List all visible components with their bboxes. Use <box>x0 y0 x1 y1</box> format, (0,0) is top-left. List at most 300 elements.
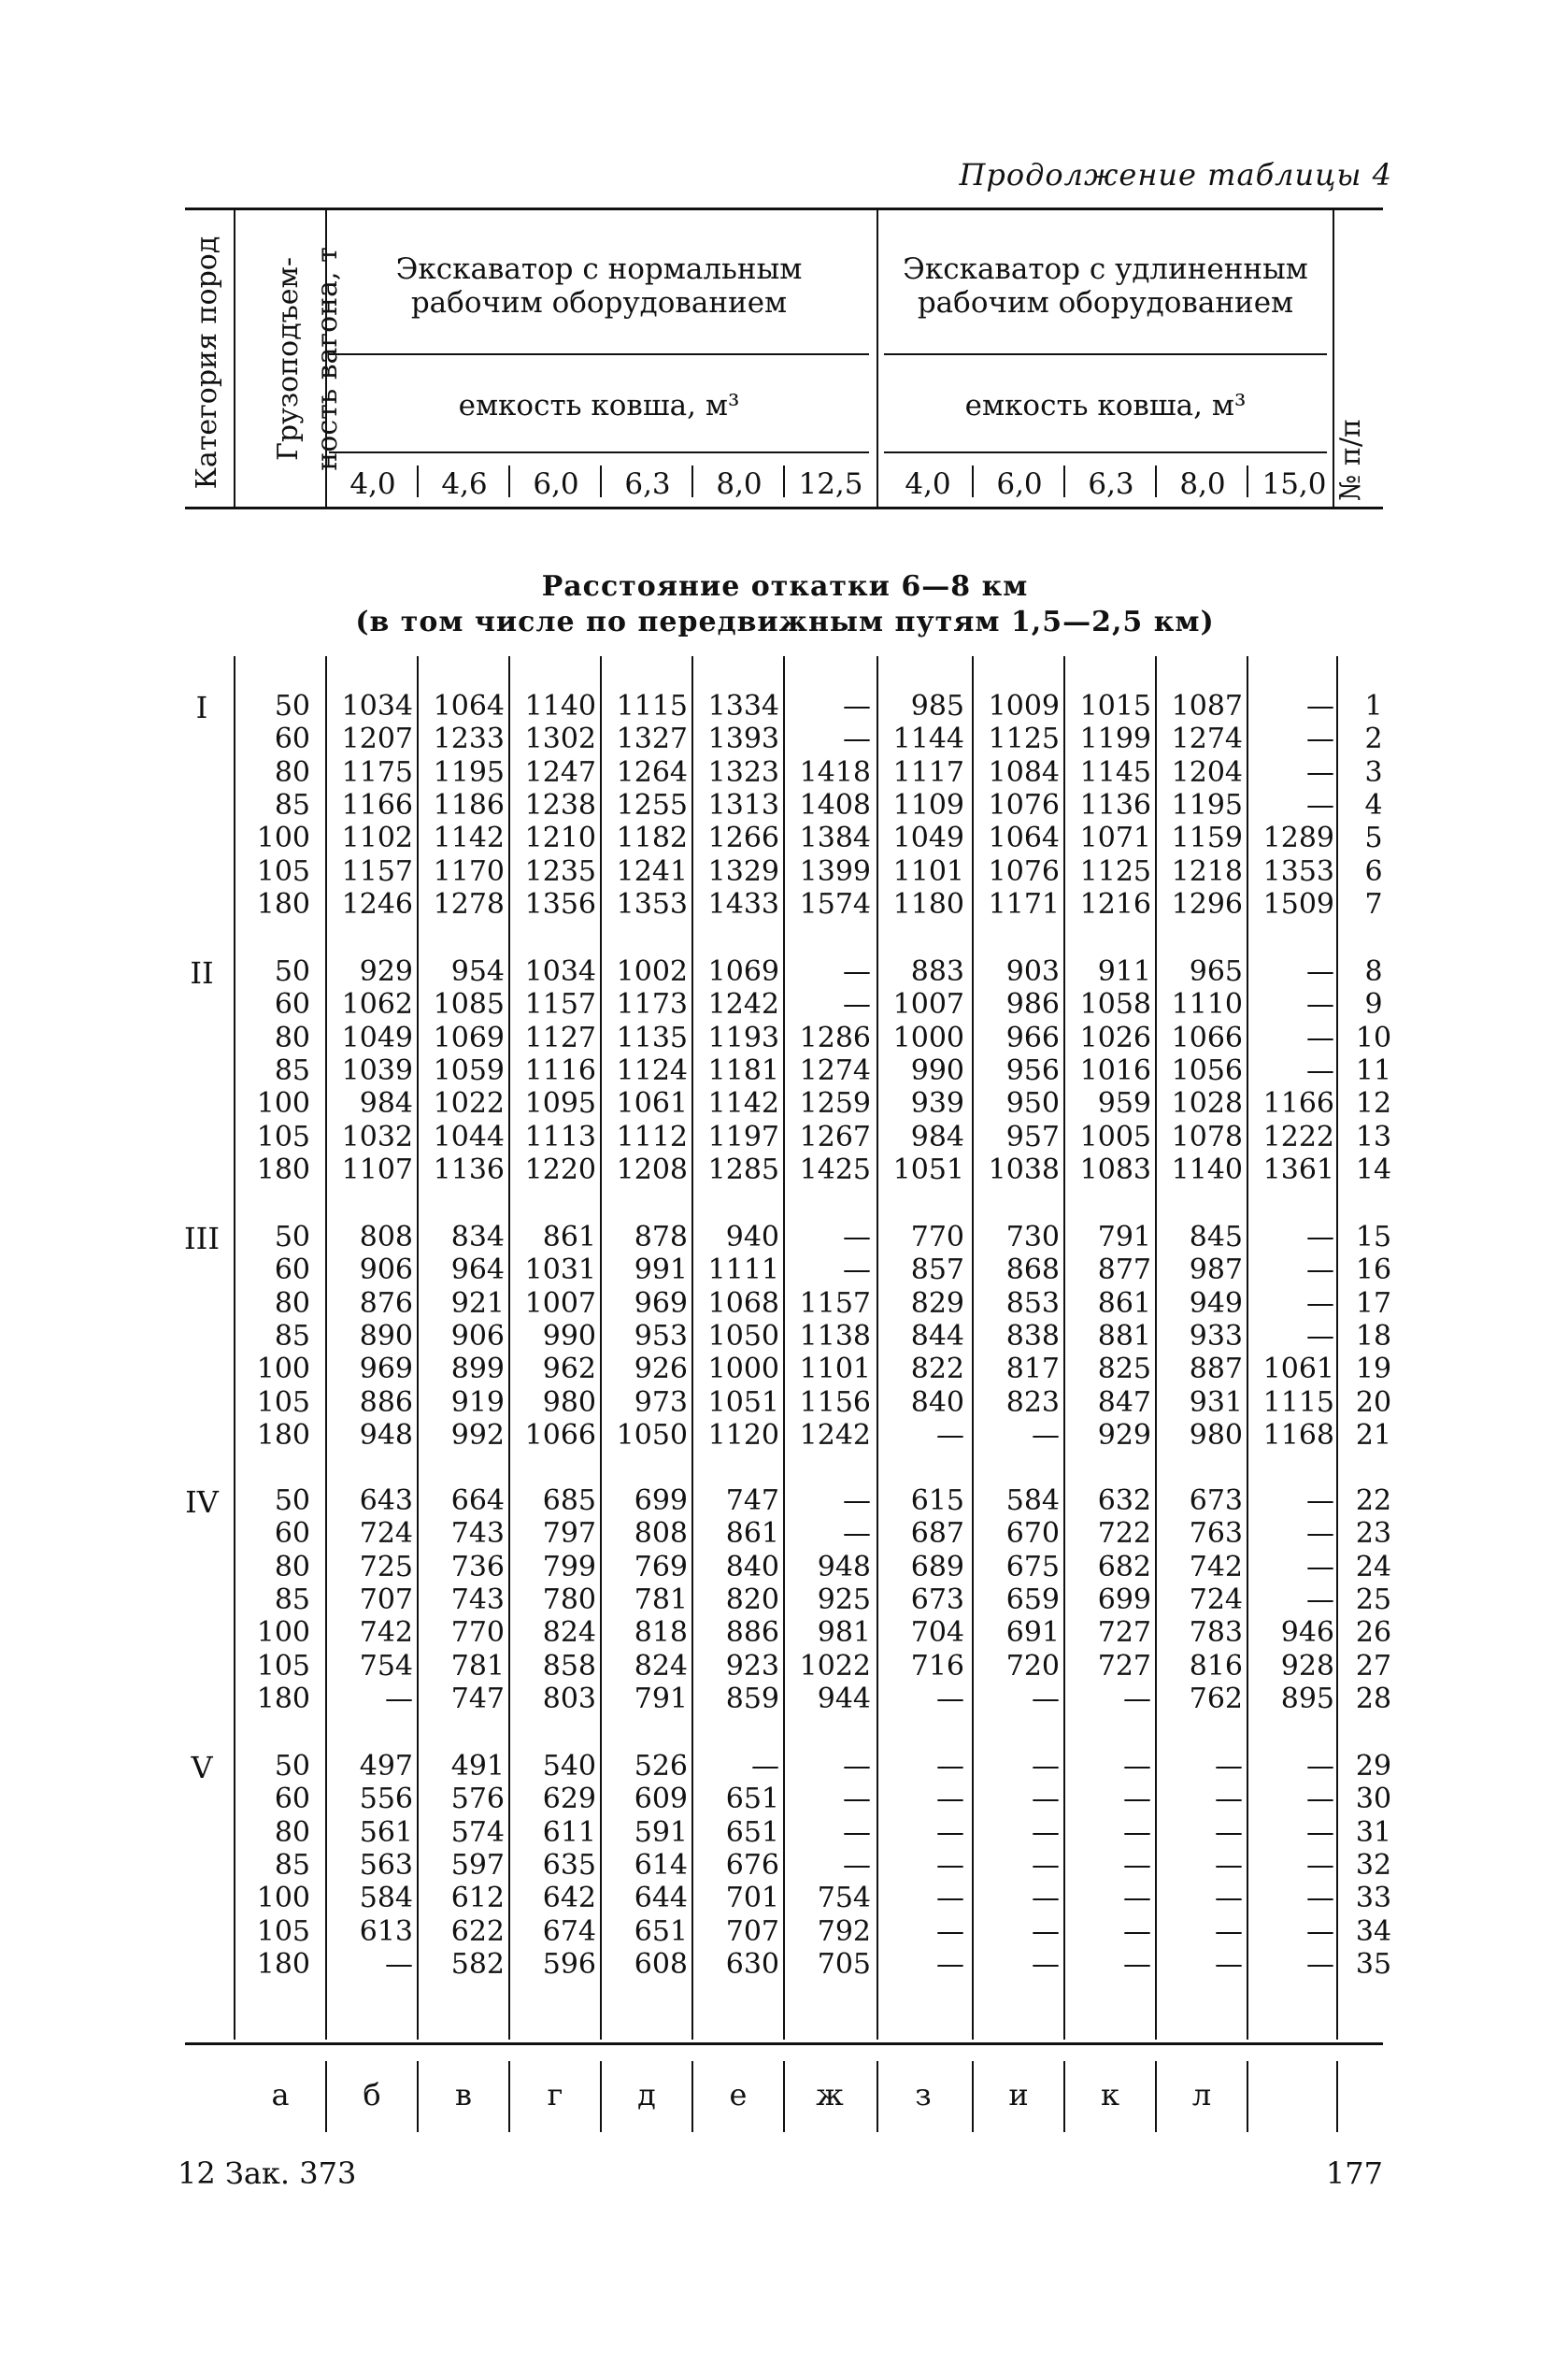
table-cell: — <box>1306 1750 1334 1783</box>
table-cell: 1166 <box>1262 1087 1334 1121</box>
table-cell: — <box>1215 1783 1243 1816</box>
table-cell: 1135 <box>616 1021 688 1054</box>
table-cell: 747 <box>450 1682 505 1715</box>
table-cell: 584 <box>1005 1484 1060 1517</box>
table-cell: 1157 <box>799 1286 871 1320</box>
wagon-capacity: 50 <box>274 955 310 988</box>
table-cell: 674 <box>542 1914 596 1948</box>
table-cell: 859 <box>725 1682 779 1715</box>
table-cell: — <box>843 1253 871 1287</box>
row-number: 32 <box>1355 1848 1392 1882</box>
table-cell: 946 <box>1280 1616 1334 1650</box>
table-cell: — <box>936 1682 964 1715</box>
wagon-capacity: 180 <box>256 887 310 921</box>
letter-separator <box>691 2061 693 2132</box>
column-letter: б <box>363 2077 381 2112</box>
row-number-header: № п/п <box>1334 418 1367 502</box>
header-bottom-rule <box>185 507 1383 509</box>
table-cell: 1334 <box>707 690 779 723</box>
row-number: 17 <box>1355 1286 1392 1320</box>
rock-category: II <box>190 955 214 991</box>
table-cell: 1329 <box>707 854 779 888</box>
table-cell: 1156 <box>799 1385 871 1419</box>
row-number: 31 <box>1355 1815 1392 1849</box>
table-cell: 1061 <box>616 1087 688 1121</box>
wagon-capacity: 105 <box>256 1120 310 1153</box>
table-cell: 1170 <box>433 854 505 888</box>
table-cell: 1274 <box>1171 723 1243 756</box>
table-cell: 682 <box>1097 1550 1151 1583</box>
wagon-capacity: 180 <box>256 1418 310 1452</box>
table-cell: 1247 <box>524 755 596 789</box>
table-cell: 770 <box>450 1616 505 1650</box>
table-cell: 1142 <box>433 822 505 855</box>
table-cell: 1044 <box>433 1120 505 1153</box>
table-cell: — <box>843 723 871 756</box>
table-cell: 691 <box>1005 1616 1060 1650</box>
column-letter: ж <box>816 2077 844 2112</box>
bucket-separator <box>1063 465 1065 497</box>
table-cell: 780 <box>542 1582 596 1616</box>
table-cell: 1574 <box>799 887 871 921</box>
table-cell: 1353 <box>1262 854 1334 888</box>
table-cell: — <box>936 1750 964 1783</box>
table-cell: 1197 <box>707 1120 779 1153</box>
row-number: 21 <box>1355 1418 1392 1452</box>
wagon-capacity: 60 <box>274 723 310 756</box>
table-cell: 1076 <box>988 854 1060 888</box>
table-cell: 1242 <box>707 988 779 1022</box>
table-cell: 1031 <box>524 1253 596 1287</box>
header-top-rule <box>185 208 1383 210</box>
table-cell: — <box>1306 788 1334 822</box>
table-cell: 906 <box>359 1253 413 1287</box>
table-cell: — <box>1306 1947 1334 1981</box>
table-cell: 730 <box>1005 1221 1060 1253</box>
table-cell: 791 <box>1097 1221 1151 1253</box>
table-cell: — <box>1123 1783 1151 1816</box>
table-cell: 944 <box>817 1682 871 1715</box>
table-cell: 1066 <box>524 1418 596 1452</box>
table-cell: 1216 <box>1079 887 1151 921</box>
table-cell: 954 <box>450 955 505 988</box>
table-cell: 926 <box>634 1353 688 1386</box>
letter-separator <box>417 2061 419 2132</box>
table-cell: 844 <box>910 1319 964 1353</box>
wagon-capacity: 80 <box>274 1815 310 1849</box>
wagon-capacity: 85 <box>274 1582 310 1616</box>
bucket-separator <box>417 465 419 497</box>
table-cell: 876 <box>359 1286 413 1320</box>
table-cell: — <box>843 1783 871 1816</box>
table-cell: — <box>1215 1848 1243 1882</box>
table-cell: — <box>843 1484 871 1517</box>
table-cell: — <box>1306 1221 1334 1253</box>
table-cell: 781 <box>634 1582 688 1616</box>
letter-separator <box>877 2061 878 2132</box>
row-number: 28 <box>1355 1682 1392 1715</box>
table-cell: 540 <box>542 1750 596 1783</box>
table-cell: 1009 <box>988 690 1060 723</box>
column-letter: г <box>547 2077 563 2112</box>
table-cell: 969 <box>634 1286 688 1320</box>
table-cell: 948 <box>817 1550 871 1583</box>
table-cell: 1102 <box>341 822 413 855</box>
row-number: 22 <box>1355 1484 1392 1517</box>
table-cell: 651 <box>634 1914 688 1948</box>
table-cell: 747 <box>725 1484 779 1517</box>
row-number: 5 <box>1364 822 1383 855</box>
table-cell: 1433 <box>707 887 779 921</box>
table-cell: 1076 <box>988 788 1060 822</box>
table-cell: 727 <box>1097 1616 1151 1650</box>
table-cell: 615 <box>910 1484 964 1517</box>
wagon-capacity: 100 <box>256 1087 310 1121</box>
table-cell: 1267 <box>799 1120 871 1153</box>
wagon-capacity: 180 <box>256 1682 310 1715</box>
table-cell: 591 <box>634 1815 688 1849</box>
table-cell: — <box>1123 1750 1151 1783</box>
table-cell: 1136 <box>433 1153 505 1186</box>
bucket-size-2: 6,0 <box>533 467 579 501</box>
table-cell: 1145 <box>1079 755 1151 789</box>
category-header: Категория пород <box>191 236 223 490</box>
table-cell: 818 <box>634 1616 688 1650</box>
table-cell: 1361 <box>1262 1153 1334 1186</box>
table-cell: 1210 <box>524 822 596 855</box>
table-cell: 1218 <box>1171 854 1243 888</box>
table-cell: 1056 <box>1171 1053 1243 1087</box>
table-cell: 670 <box>1005 1517 1060 1551</box>
table-cell: 1124 <box>616 1053 688 1087</box>
table-cell: — <box>1306 755 1334 789</box>
table-cell: 883 <box>910 955 964 988</box>
table-cell: 1168 <box>1262 1418 1334 1452</box>
table-cell: 857 <box>910 1253 964 1287</box>
table-cell: 1064 <box>988 822 1060 855</box>
table-cell: 799 <box>542 1550 596 1583</box>
table-cell: 969 <box>359 1353 413 1386</box>
table-cell: 981 <box>817 1616 871 1650</box>
table-cell: 716 <box>910 1649 964 1683</box>
table-cell: 797 <box>542 1517 596 1551</box>
table-cell: 1058 <box>1079 988 1151 1022</box>
table-cell: 838 <box>1005 1319 1060 1353</box>
table-cell: 980 <box>542 1385 596 1419</box>
table-cell: 1302 <box>524 723 596 756</box>
table-cell: 597 <box>450 1848 505 1882</box>
rock-category: I <box>195 690 208 725</box>
table-cell: 1195 <box>433 755 505 789</box>
table-cell: — <box>1306 723 1334 756</box>
table-cell: — <box>843 1750 871 1783</box>
row-number: 15 <box>1355 1221 1392 1253</box>
table-cell: 1259 <box>799 1087 871 1121</box>
table-cell: 992 <box>450 1418 505 1452</box>
table-cell: 1289 <box>1262 822 1334 855</box>
row-number: 16 <box>1355 1253 1392 1287</box>
wagon-capacity: 85 <box>274 1848 310 1882</box>
wagon-capacity: 105 <box>256 1385 310 1419</box>
row-number: 7 <box>1364 887 1383 921</box>
table-cell: 847 <box>1097 1385 1151 1419</box>
table-cell: 1068 <box>707 1286 779 1320</box>
wagon-capacity: 180 <box>256 1153 310 1186</box>
wagon-capacity: 50 <box>274 690 310 723</box>
table-cell: 1000 <box>707 1353 779 1386</box>
table-cell: 1207 <box>341 723 413 756</box>
table-cell: 868 <box>1005 1253 1060 1287</box>
table-cell: 824 <box>542 1616 596 1650</box>
table-cell: 1242 <box>799 1418 871 1452</box>
table-cell: 1032 <box>341 1120 413 1153</box>
table-cell: 1144 <box>892 723 964 756</box>
table-cell: — <box>843 955 871 988</box>
table-cell: 1266 <box>707 822 779 855</box>
wagon-capacity: 100 <box>256 822 310 855</box>
table-cell: 664 <box>450 1484 505 1517</box>
table-cell: 1285 <box>707 1153 779 1186</box>
table-cell: 1050 <box>707 1319 779 1353</box>
table-cell: 878 <box>634 1221 688 1253</box>
wagon-capacity: 100 <box>256 1616 310 1650</box>
table-cell: — <box>1306 1286 1334 1320</box>
bucket-separator <box>600 465 602 497</box>
table-cell: 949 <box>1189 1286 1243 1320</box>
table-cell: 933 <box>1189 1319 1243 1353</box>
table-cell: 1136 <box>1079 788 1151 822</box>
row-number: 30 <box>1355 1783 1392 1816</box>
wagon-capacity: 180 <box>256 1947 310 1981</box>
table-cell: — <box>385 1682 413 1715</box>
table-cell: 701 <box>725 1882 779 1915</box>
table-cell: 1034 <box>341 690 413 723</box>
table-cell: 1115 <box>616 690 688 723</box>
table-cell: 1049 <box>892 822 964 855</box>
table-cell: 911 <box>1097 955 1151 988</box>
table-cell: 673 <box>910 1582 964 1616</box>
table-cell: 1061 <box>1262 1353 1334 1386</box>
table-cell: — <box>1032 1783 1060 1816</box>
row-number: 1 <box>1364 690 1383 723</box>
capacity-header-line2: ность вагона, т <box>311 247 344 471</box>
row-number: 33 <box>1355 1882 1392 1915</box>
table-cell: 1323 <box>707 755 779 789</box>
table-cell: 743 <box>450 1517 505 1551</box>
table-cell: 1087 <box>1171 690 1243 723</box>
table-cell: 824 <box>634 1649 688 1683</box>
bucket-size-7: 6,0 <box>996 467 1043 501</box>
table-cell: — <box>936 1882 964 1915</box>
table-cell: 1327 <box>616 723 688 756</box>
table-cell: 1016 <box>1079 1053 1151 1087</box>
table-cell: 1399 <box>799 854 871 888</box>
table-cell: 1095 <box>524 1087 596 1121</box>
table-cell: 964 <box>450 1253 505 1287</box>
table-cell: 1034 <box>524 955 596 988</box>
table-cell: 853 <box>1005 1286 1060 1320</box>
table-cell: 1274 <box>799 1053 871 1087</box>
row-number: 11 <box>1355 1053 1392 1087</box>
table-cell: 965 <box>1189 955 1243 988</box>
bucket-capacity-normal-label: емкость ковша, м³ <box>458 389 740 422</box>
continuation-caption: Продолжение таблицы 4 <box>959 157 1392 193</box>
table-cell: 919 <box>450 1385 505 1419</box>
table-cell: 1142 <box>707 1087 779 1121</box>
letter-separator <box>1336 2061 1338 2132</box>
table-cell: 673 <box>1189 1484 1243 1517</box>
wagon-capacity: 100 <box>256 1353 310 1386</box>
table-cell: 622 <box>450 1914 505 1948</box>
row-number: 4 <box>1364 788 1383 822</box>
table-cell: 1186 <box>433 788 505 822</box>
table-cell: 899 <box>450 1353 505 1386</box>
table-cell: 612 <box>450 1882 505 1915</box>
letter-separator <box>783 2061 785 2132</box>
table-cell: 984 <box>359 1087 413 1121</box>
table-cell: 1066 <box>1171 1021 1243 1054</box>
table-cell: 940 <box>725 1221 779 1253</box>
table-cell: — <box>1123 1947 1151 1981</box>
column-letter: д <box>637 2077 656 2112</box>
letter-separator <box>1155 2061 1157 2132</box>
table-cell: — <box>843 1815 871 1849</box>
table-cell: — <box>1306 1914 1334 1948</box>
row-number: 13 <box>1355 1120 1392 1153</box>
table-cell: — <box>1306 1815 1334 1849</box>
column-letter: и <box>1008 2077 1029 2112</box>
letter-separator <box>325 2061 327 2132</box>
wagon-capacity: 50 <box>274 1484 310 1517</box>
table-cell: 614 <box>634 1848 688 1882</box>
table-cell: 1062 <box>341 988 413 1022</box>
table-cell: 791 <box>634 1682 688 1715</box>
capacity-header-line1: Грузоподъем- <box>272 257 305 461</box>
table-cell: 877 <box>1097 1253 1151 1287</box>
row-number: 18 <box>1355 1319 1392 1353</box>
table-cell: 816 <box>1189 1649 1243 1683</box>
table-cell: 556 <box>359 1783 413 1816</box>
table-cell: 957 <box>1005 1120 1060 1153</box>
table-cell: 1069 <box>707 955 779 988</box>
table-cell: 1109 <box>892 788 964 822</box>
row-number: 6 <box>1364 854 1383 888</box>
table-cell: 1408 <box>799 788 871 822</box>
table-cell: 1356 <box>524 887 596 921</box>
table-cell: 881 <box>1097 1319 1151 1353</box>
table-cell: 687 <box>910 1517 964 1551</box>
table-cell: 1107 <box>341 1153 413 1186</box>
table-cell: 526 <box>634 1750 688 1783</box>
wagon-capacity: 105 <box>256 854 310 888</box>
table-cell: 727 <box>1097 1649 1151 1683</box>
table-cell: 1204 <box>1171 755 1243 789</box>
table-cell: 980 <box>1189 1418 1243 1452</box>
table-cell: 642 <box>542 1882 596 1915</box>
table-cell: — <box>936 1783 964 1816</box>
table-cell: 762 <box>1189 1682 1243 1715</box>
wagon-capacity: 60 <box>274 988 310 1022</box>
table-cell: — <box>936 1815 964 1849</box>
table-cell: 644 <box>634 1882 688 1915</box>
bucket-separator <box>1155 465 1157 497</box>
table-cell: 984 <box>910 1120 964 1153</box>
table-cell: 858 <box>542 1649 596 1683</box>
table-cell: 582 <box>450 1947 505 1981</box>
table-cell: 584 <box>359 1882 413 1915</box>
table-cell: 1157 <box>524 988 596 1022</box>
table-cell: 707 <box>359 1582 413 1616</box>
table-cell: 635 <box>542 1848 596 1882</box>
table-cell: 1110 <box>1171 988 1243 1022</box>
table-cell: — <box>843 988 871 1022</box>
grid-line-12 <box>1336 656 1338 2040</box>
table-cell: 825 <box>1097 1353 1151 1386</box>
table-cell: 497 <box>359 1750 413 1783</box>
table-cell: — <box>1306 1848 1334 1882</box>
row-number: 10 <box>1355 1021 1392 1054</box>
wagon-capacity: 60 <box>274 1783 310 1816</box>
table-cell: 1120 <box>707 1418 779 1452</box>
row-number: 35 <box>1355 1947 1392 1981</box>
row-number: 29 <box>1355 1750 1392 1783</box>
table-cell: 1084 <box>988 755 1060 789</box>
table-cell: 820 <box>725 1582 779 1616</box>
letter-separator <box>508 2061 510 2132</box>
table-cell: 939 <box>910 1087 964 1121</box>
row-number: 34 <box>1355 1914 1392 1948</box>
table-cell: 948 <box>359 1418 413 1452</box>
table-cell: — <box>1032 1947 1060 1981</box>
table-cell: 1238 <box>524 788 596 822</box>
wagon-capacity: 105 <box>256 1649 310 1683</box>
letter-separator <box>600 2061 602 2132</box>
table-cell: 1353 <box>616 887 688 921</box>
table-cell: — <box>1306 955 1334 988</box>
wagon-capacity: 60 <box>274 1517 310 1551</box>
wagon-capacity: 60 <box>274 1253 310 1287</box>
wagon-capacity: 50 <box>274 1221 310 1253</box>
table-cell: 1255 <box>616 788 688 822</box>
bucket-capacity-long-label: емкость ковша, м³ <box>964 389 1247 422</box>
wagon-capacity: 85 <box>274 1319 310 1353</box>
table-cell: 1138 <box>799 1319 871 1353</box>
table-cell: 1393 <box>707 723 779 756</box>
table-cell: 704 <box>910 1616 964 1650</box>
footer-signature: 12 Зак. 373 <box>178 2155 357 2191</box>
table-cell: — <box>936 1848 964 1882</box>
table-cell: 886 <box>725 1616 779 1650</box>
table-cell: 611 <box>542 1815 596 1849</box>
table-cell: 1278 <box>433 887 505 921</box>
row-number: 3 <box>1364 755 1383 789</box>
table-cell: — <box>1306 1582 1334 1616</box>
table-cell: 1241 <box>616 854 688 888</box>
table-cell: 925 <box>817 1582 871 1616</box>
table-cell: 676 <box>725 1848 779 1882</box>
table-cell: 609 <box>634 1783 688 1816</box>
table-cell: 689 <box>910 1550 964 1583</box>
table-cell: 985 <box>910 690 964 723</box>
table-cell: 861 <box>542 1221 596 1253</box>
page-number: 177 <box>1325 2155 1383 2191</box>
table-cell: — <box>1306 1882 1334 1915</box>
table-cell: 1195 <box>1171 788 1243 822</box>
table-cell: 1083 <box>1079 1153 1151 1186</box>
table-cell: 763 <box>1189 1517 1243 1551</box>
table-cell: — <box>1123 1815 1151 1849</box>
table-cell: — <box>1306 1484 1334 1517</box>
